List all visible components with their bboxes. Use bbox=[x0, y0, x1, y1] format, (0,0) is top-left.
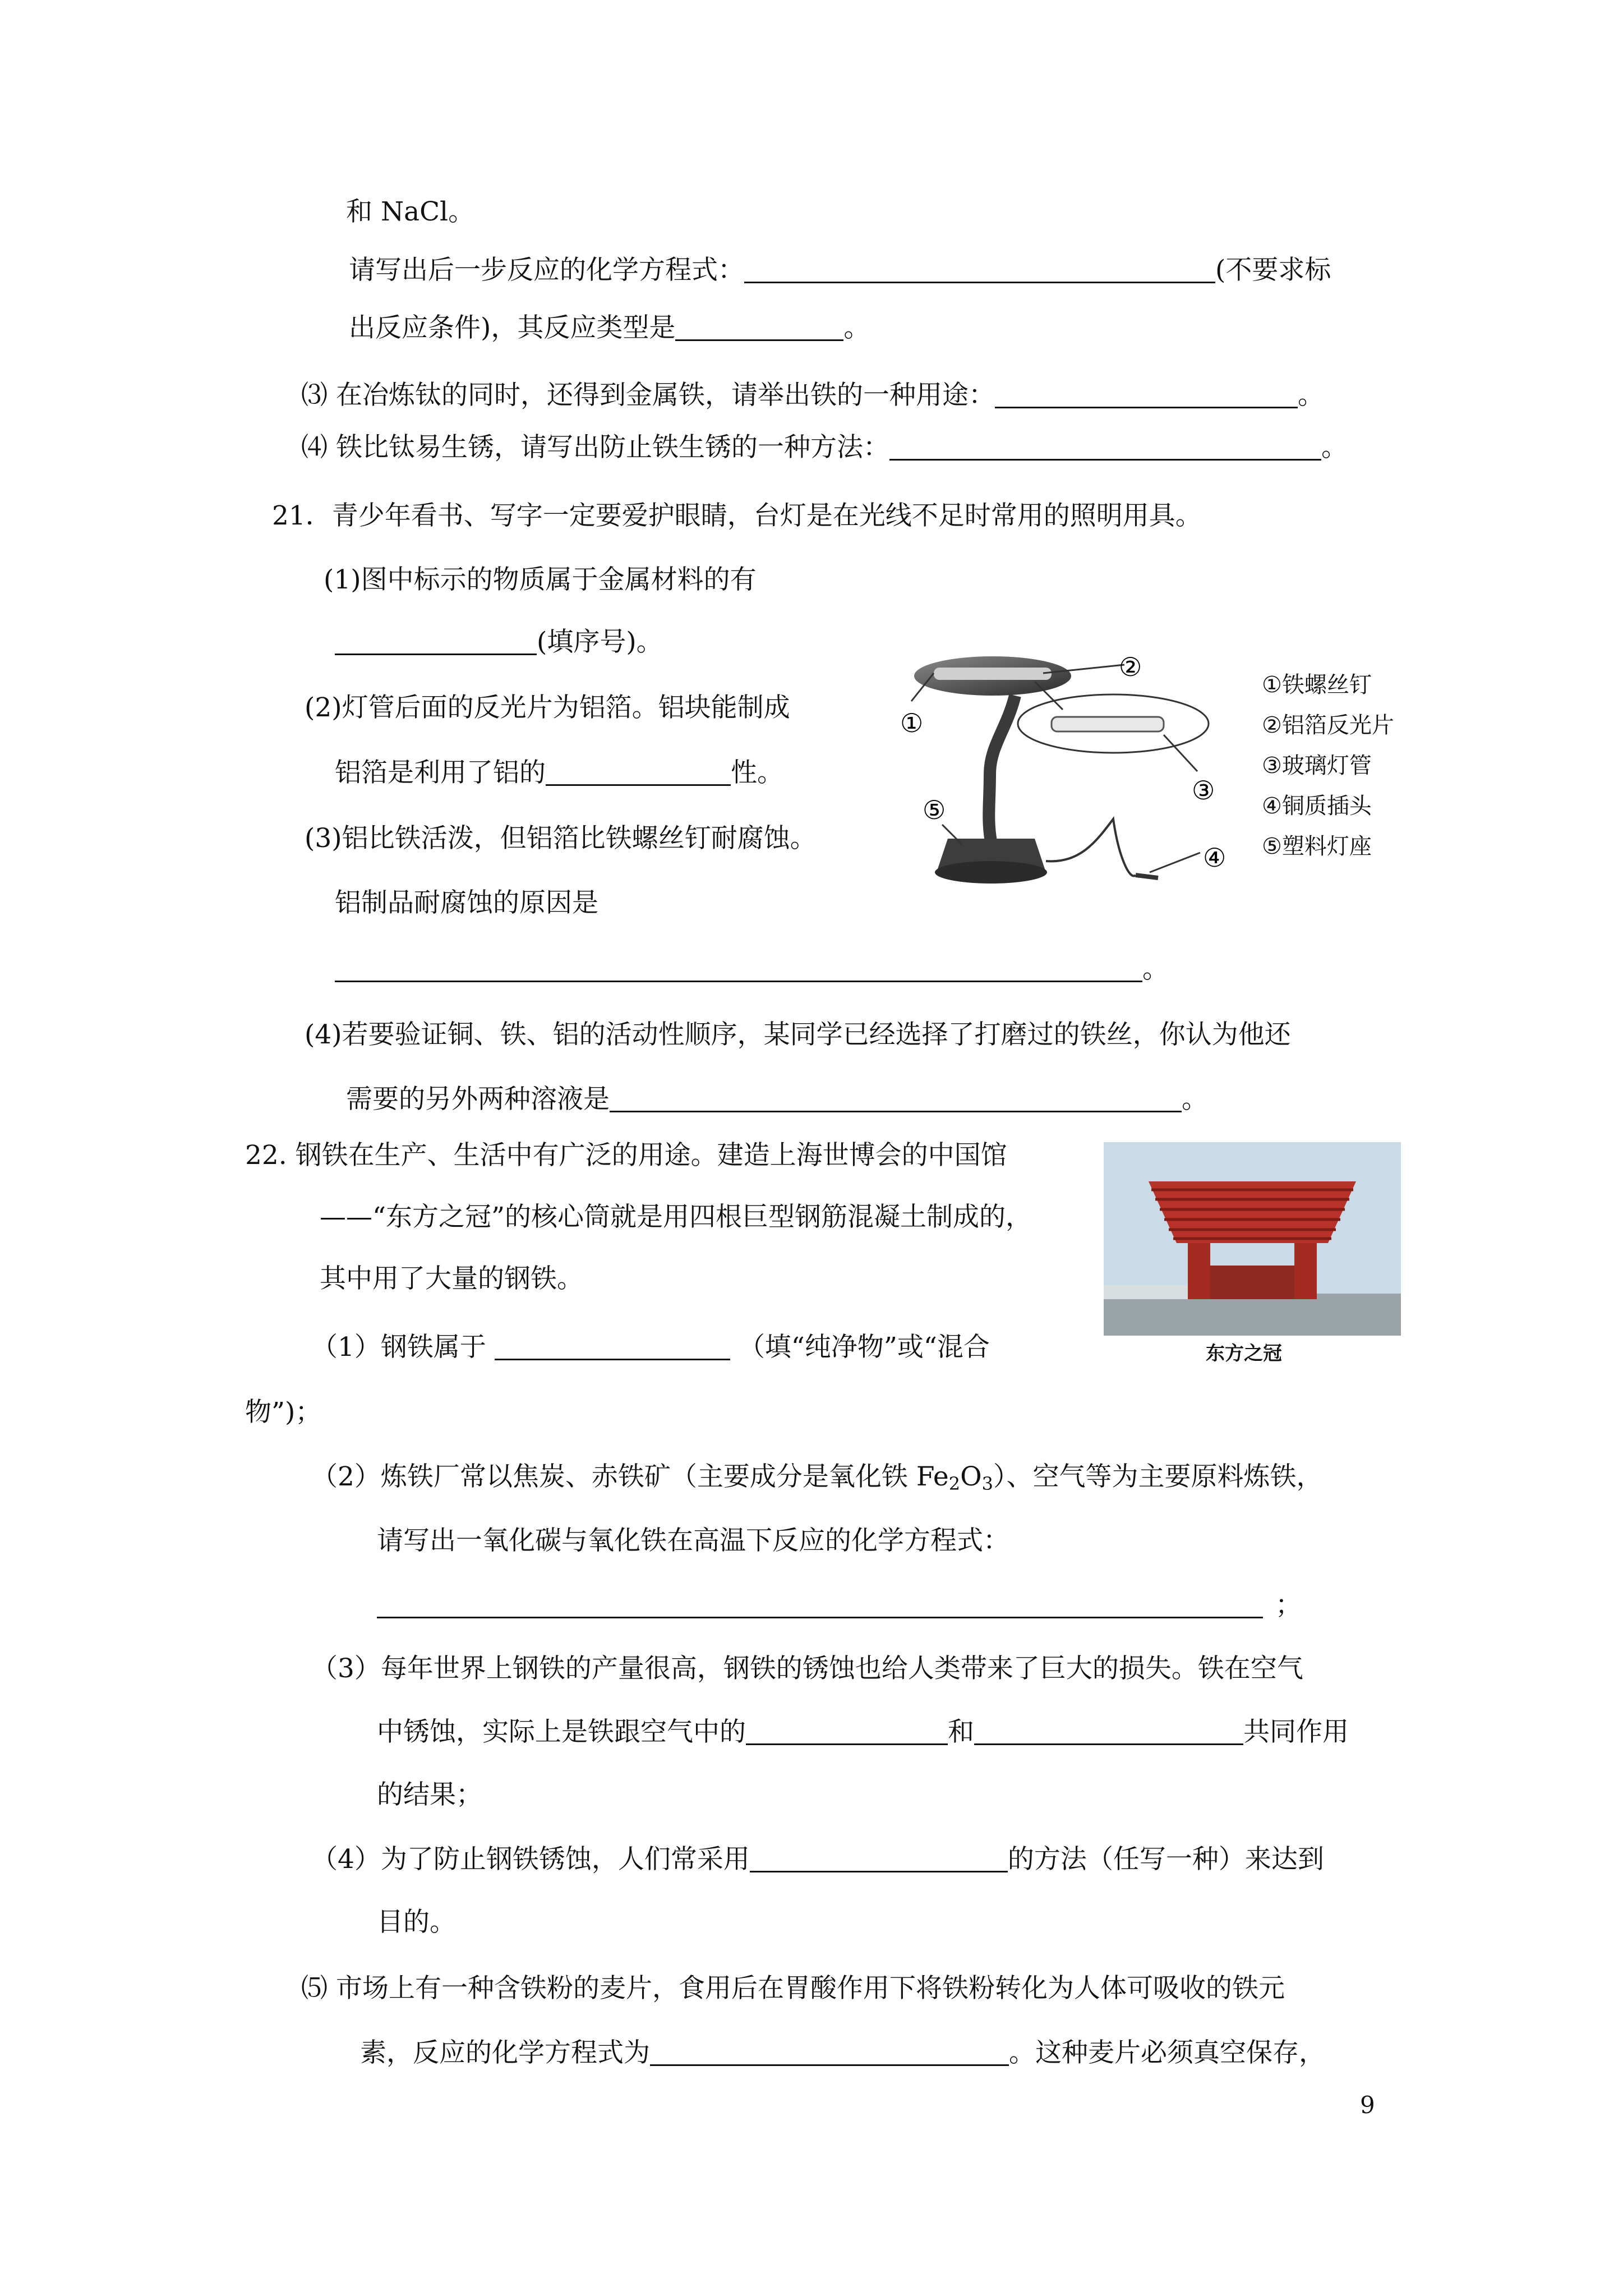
pavilion-column-right bbox=[1294, 1243, 1317, 1299]
q21-part-3-end: 。 bbox=[1142, 954, 1169, 984]
q21-part-4-prompt: 需要的另外两种溶液是 bbox=[346, 1084, 610, 1115]
q22-stem-text-3: 其中用了大量的钢铁。 bbox=[320, 1263, 583, 1294]
q20-part-4-number: ⑷ bbox=[301, 432, 328, 463]
q22-part-2-prompt-line bbox=[377, 1524, 1009, 1558]
china-pavilion-figure bbox=[1104, 1142, 1401, 1336]
q22-part-3-end: 的结果； bbox=[377, 1779, 482, 1810]
callout-3: ③ bbox=[1192, 775, 1215, 806]
q21-part-1 bbox=[324, 563, 757, 597]
q22-stem-line-1 bbox=[245, 1139, 1007, 1172]
q21-corrosion-reason-blank[interactable] bbox=[335, 954, 1142, 982]
q22-part-5-prompt: 素，反应的化学方程式为 bbox=[360, 2037, 650, 2068]
q20-iron-use-blank[interactable] bbox=[995, 380, 1298, 408]
formula-subscript-2: 2 bbox=[948, 1473, 961, 1494]
q20-part-3-number: ⑶ bbox=[301, 380, 328, 411]
q22-part-4-end: 目的。 bbox=[377, 1907, 456, 1938]
q22-co-equation-blank[interactable] bbox=[377, 1590, 1263, 1618]
lamp-neck bbox=[989, 696, 1015, 841]
q22-part-2-end: ； bbox=[1275, 1590, 1302, 1621]
q20-period: 。 bbox=[843, 312, 870, 343]
q22-part-3-cont bbox=[377, 1778, 482, 1812]
q21-stem-text: 21．青少年看书、写字一定要爱护眼睛，台灯是在光线不足时常用的照明用具。 bbox=[272, 500, 1202, 531]
q21-part-3-answer bbox=[335, 953, 1169, 986]
q22-part-5 bbox=[301, 1972, 1285, 2005]
page-number: 9 bbox=[1360, 2091, 1375, 2119]
legend-item-copper-plug: ④铜质插头 bbox=[1262, 793, 1372, 819]
q20-note: (不要求标 bbox=[1215, 255, 1331, 286]
q22-stem-text-2: ——“东方之冠”的核心筒就是用四根巨型钢筋混凝土制成的， bbox=[320, 1202, 1032, 1232]
q21-part-3 bbox=[305, 822, 817, 855]
q21-part-3-prompt: 铝制品耐腐蚀的原因是 bbox=[335, 887, 598, 918]
legend-item-glass-tube: ③玻璃灯管 bbox=[1262, 753, 1372, 779]
q21-part-3-prompt-line bbox=[335, 886, 598, 920]
pavilion-core bbox=[1210, 1266, 1294, 1299]
q21-part-4-end: 。 bbox=[1182, 1084, 1208, 1115]
q20-part-3-end: 。 bbox=[1297, 380, 1324, 411]
q22-part-4-suffix: 的方法（任写一种）来达到 bbox=[1007, 1844, 1324, 1875]
q22-stem-text-1: 22. 钢铁在生产、生活中有广泛的用途。建造上海世博会的中国馆 bbox=[245, 1140, 1007, 1171]
q21-part-4 bbox=[305, 1018, 1291, 1052]
q20-nacl-text: 和 NaCl。 bbox=[346, 196, 475, 227]
q21-part-1-hint: (填序号)。 bbox=[537, 627, 663, 657]
q22-part-5-text: ⑸ 市场上有一种含铁粉的麦片，食用后在胃酸作用下将铁粉转化为人体可吸收的铁元 bbox=[301, 1973, 1285, 2004]
q21-part-4-text: (4)若要验证铜、铁、铝的活动性顺序，某同学已经选择了打磨过的铁丝，你认为他还 bbox=[305, 1019, 1291, 1050]
q22-part-1-prompt: （1）钢铁属于 bbox=[311, 1332, 486, 1363]
q22-part-1 bbox=[311, 1331, 990, 1364]
legend-item-aluminum-reflector: ②铝箔反光片 bbox=[1262, 712, 1394, 738]
q22-part-4-cont bbox=[377, 1906, 456, 1939]
q22-part-5-answer bbox=[360, 2036, 1325, 2070]
q22-stem-line-3 bbox=[320, 1262, 583, 1296]
callout-2: ② bbox=[1119, 652, 1142, 682]
legend-item-plastic-base: ⑤塑料灯座 bbox=[1262, 834, 1372, 859]
q22-part-2 bbox=[311, 1460, 1322, 1494]
pavilion-caption: 东方之冠 bbox=[1206, 1342, 1282, 1365]
formula-oxygen: O bbox=[960, 1461, 982, 1492]
q21-part-1-answer bbox=[335, 625, 663, 659]
q21-part-2-answer bbox=[335, 756, 783, 790]
q22-part-5-suffix: 。这种麦片必须真空保存， bbox=[1009, 2037, 1325, 2068]
q20-part-4-end: 。 bbox=[1321, 432, 1348, 463]
lamp-cord bbox=[1046, 819, 1136, 876]
q22-part-1-cont bbox=[245, 1396, 321, 1429]
legend-item-iron-screw: ①铁螺丝钉 bbox=[1262, 672, 1372, 698]
q21-part-4-answer bbox=[346, 1083, 1208, 1116]
q20-equation-prompt: 请写出后一步反应的化学方程式： bbox=[349, 255, 744, 286]
q22-part-3-suffix: 共同作用 bbox=[1243, 1717, 1349, 1747]
q21-part-2-suffix: 性。 bbox=[731, 757, 783, 788]
q22-part-1-hint-end: 物”)； bbox=[245, 1397, 322, 1428]
q20-reaction-type-prompt: 出反应条件)，其反应类型是 bbox=[349, 312, 676, 343]
lamp-reflector bbox=[934, 668, 1052, 680]
q20-part-4 bbox=[301, 431, 1348, 464]
q22-part-3-answer bbox=[377, 1715, 1349, 1749]
q22-part-3-text: （3）每年世界上钢铁的产量很高，钢铁的锈蚀也给人类带来了巨大的损失。铁在空气 bbox=[311, 1653, 1303, 1684]
q21-part-1-text: (1)图中标示的物质属于金属材料的有 bbox=[324, 564, 757, 595]
q22-part-1-hint: （填“纯净物”或“混合 bbox=[738, 1332, 990, 1363]
callout-1: ① bbox=[900, 708, 924, 738]
lamp-base-bottom bbox=[935, 861, 1047, 884]
q22-stem-line-2 bbox=[320, 1200, 1032, 1234]
pavilion-column-left bbox=[1188, 1243, 1210, 1299]
q22-rust-prevention-blank[interactable] bbox=[750, 1844, 1008, 1872]
q20-part-3 bbox=[301, 379, 1324, 412]
glass-tube bbox=[1052, 717, 1164, 731]
q22-part-2-answer bbox=[377, 1589, 1302, 1622]
q22-rust-agent-2-blank[interactable] bbox=[974, 1717, 1243, 1745]
q21-part-2-text: (2)灯管后面的反光片为铝箔。铝块能制成 bbox=[305, 692, 790, 723]
q21-solutions-blank[interactable] bbox=[610, 1084, 1182, 1112]
callout-line-4 bbox=[1150, 853, 1200, 872]
q22-part-3 bbox=[311, 1652, 1303, 1686]
q22-part-2-text: （2）炼铁厂常以焦炭、赤铁矿（主要成分是氧化铁 Fe bbox=[311, 1461, 949, 1492]
callout-5: ⑤ bbox=[923, 795, 946, 825]
q22-part-2-prompt: 请写出一氧化碳与氧化铁在高温下反应的化学方程式： bbox=[377, 1525, 1009, 1556]
q22-rust-agent-1-blank[interactable] bbox=[746, 1717, 948, 1745]
q21-stem bbox=[272, 499, 1202, 533]
q22-part-3-and: 和 bbox=[948, 1717, 974, 1747]
callout-4: ④ bbox=[1203, 843, 1227, 873]
q20-line-2 bbox=[349, 254, 1331, 287]
lamp-legend bbox=[1262, 665, 1394, 867]
q22-part-4-prompt: （4）为了防止钢铁锈蚀，人们常采用 bbox=[311, 1844, 750, 1875]
q21-part-2-prompt: 铝箔是利用了铝的 bbox=[335, 757, 546, 788]
q20-part-4-text: 铁比钛易生锈，请写出防止铁生锈的一种方法： bbox=[335, 432, 889, 463]
ground-plaza bbox=[1104, 1294, 1401, 1336]
lamp-plug bbox=[1136, 875, 1158, 878]
q20-reaction-type-blank[interactable] bbox=[675, 312, 843, 341]
q21-property-blank[interactable] bbox=[546, 757, 731, 786]
q22-part-3-prompt: 中锈蚀，实际上是铁跟空气中的 bbox=[377, 1717, 746, 1747]
q22-substance-type-blank[interactable] bbox=[495, 1332, 730, 1360]
q20-equation-blank[interactable] bbox=[744, 255, 1215, 283]
q21-metal-materials-blank[interactable] bbox=[335, 627, 537, 655]
q21-part-3-text: (3)铝比铁活泼，但铝箔比铁螺丝钉耐腐蚀。 bbox=[305, 823, 817, 854]
q22-part-2-text-end: ）、空气等为主要原料炼铁， bbox=[993, 1461, 1323, 1492]
q20-rust-method-blank[interactable] bbox=[889, 432, 1321, 461]
q22-acid-equation-blank[interactable] bbox=[650, 2037, 1009, 2066]
formula-subscript-3: 3 bbox=[981, 1473, 993, 1494]
q22-part-4 bbox=[311, 1843, 1324, 1876]
q20-part-3-text: 在冶炼钛的同时，还得到金属铁，请举出铁的一种用途： bbox=[335, 380, 995, 411]
q21-part-2 bbox=[305, 691, 790, 725]
q20-line-1 bbox=[346, 195, 474, 229]
q20-line-3 bbox=[349, 311, 870, 345]
